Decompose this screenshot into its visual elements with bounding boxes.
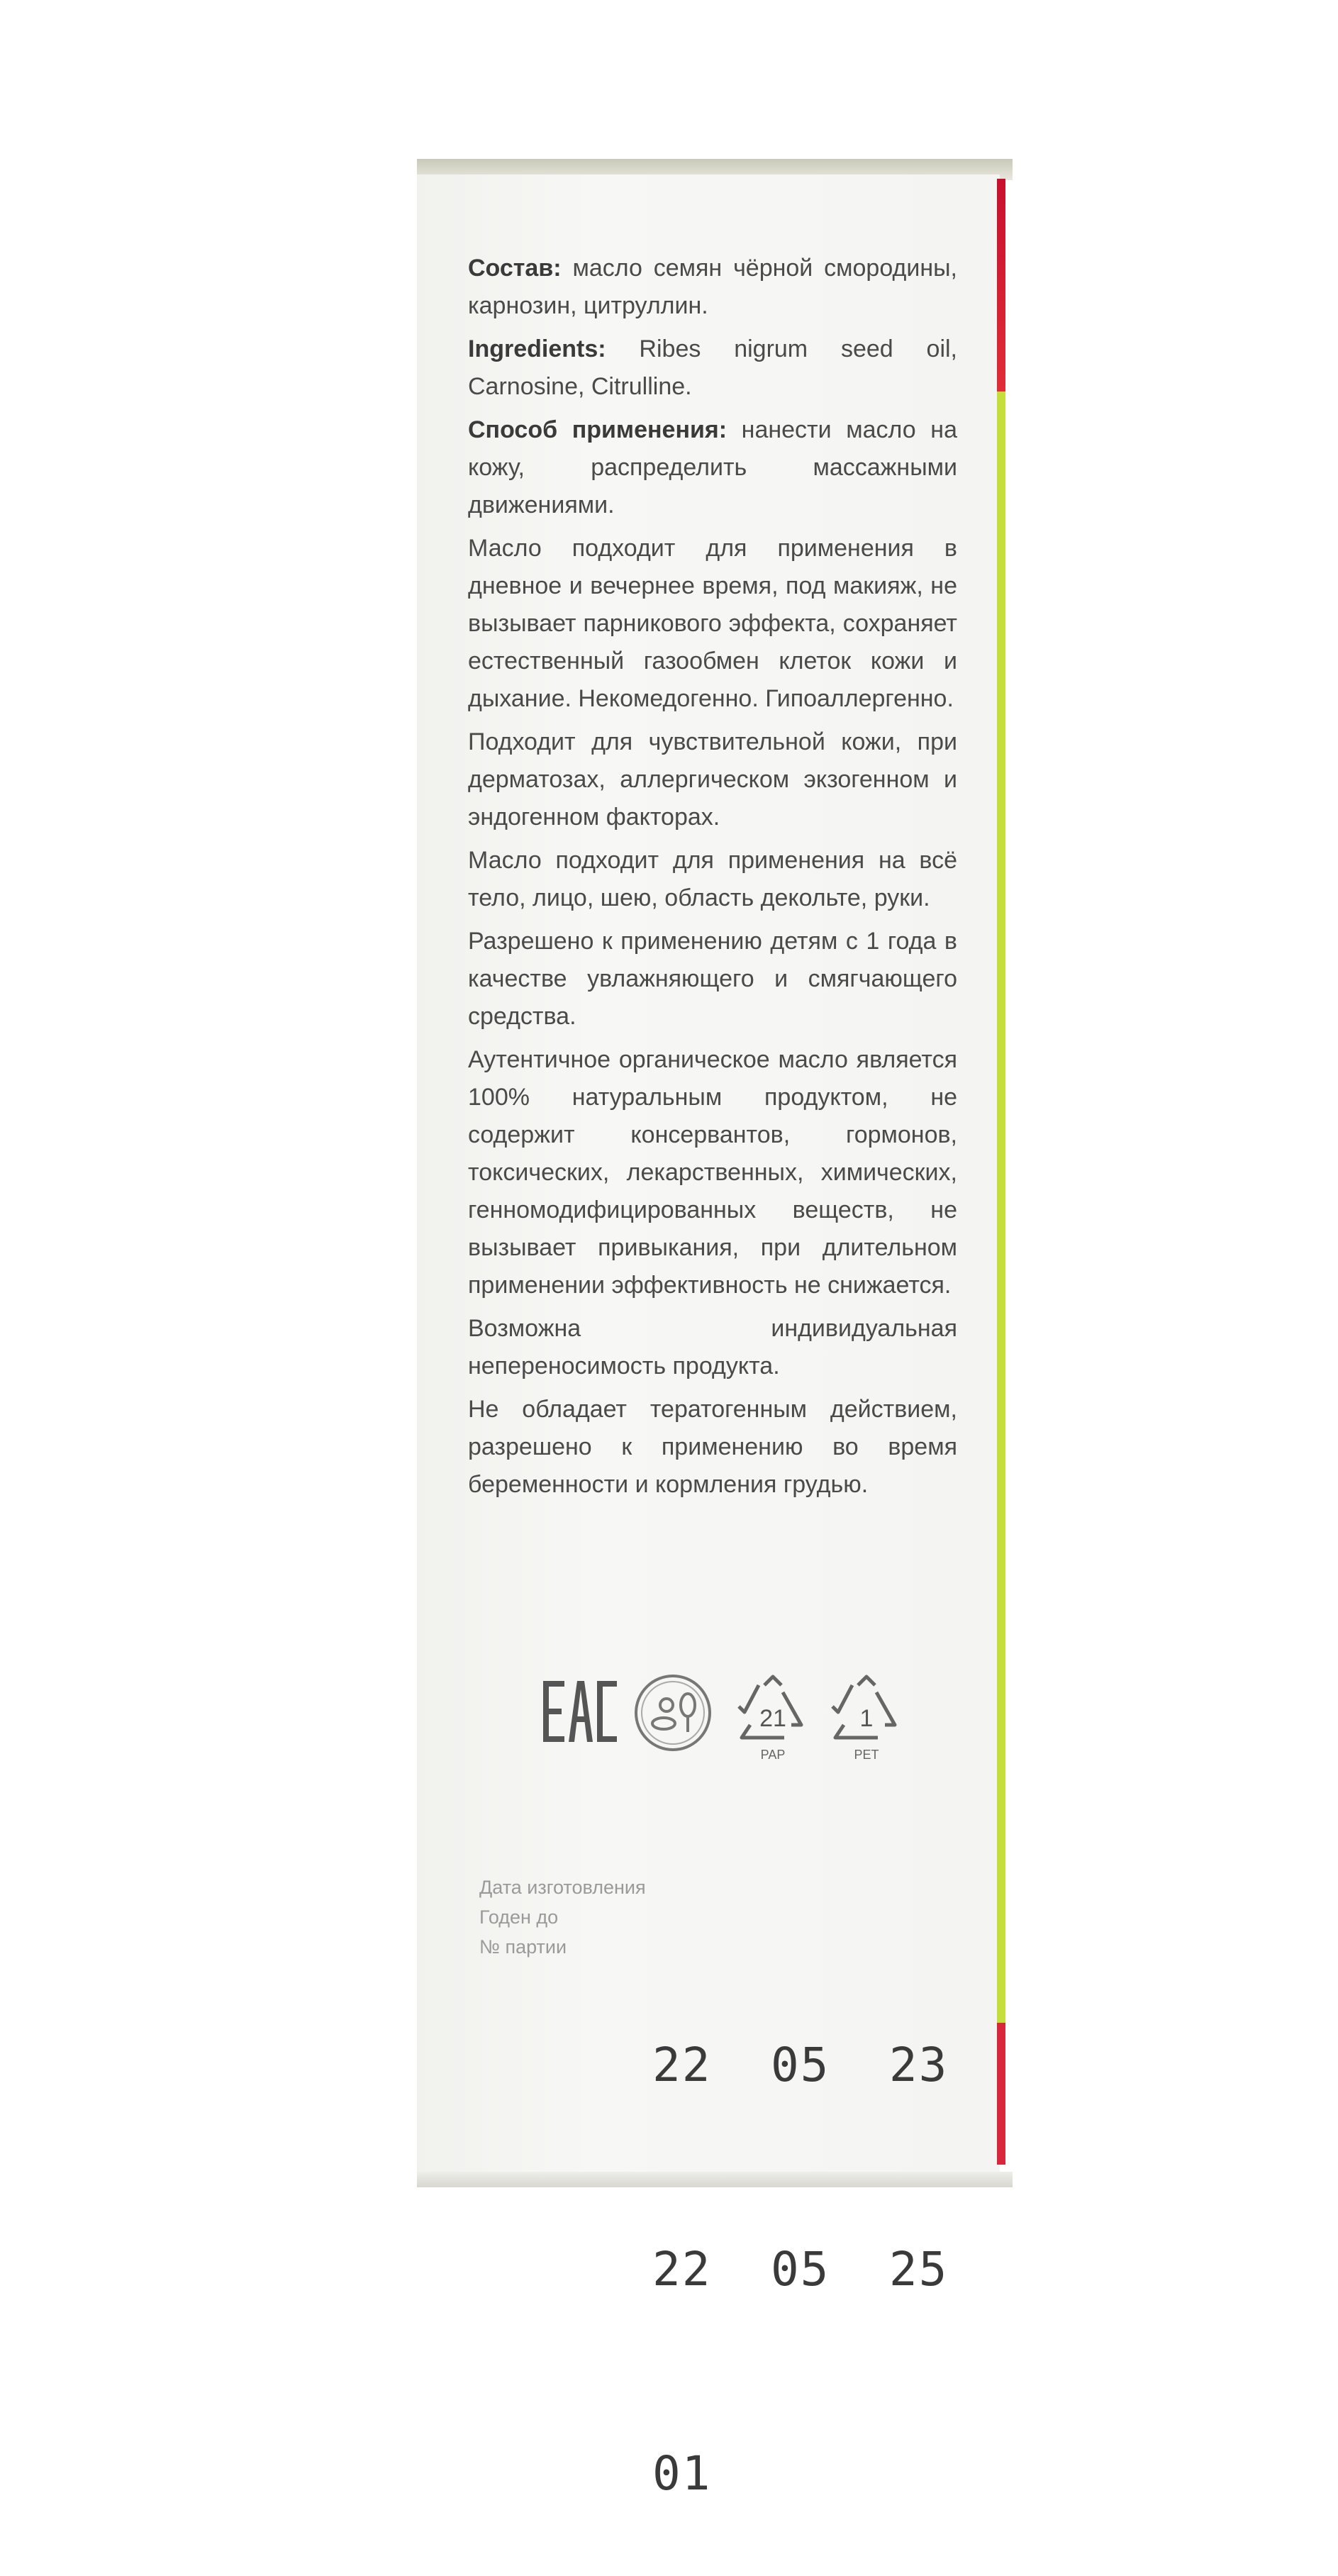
- paragraph-body: Масло подходит для применения на всё тело, лицо, шею, область декольте, руки.: [468, 847, 957, 911]
- manufactured-date: 22 05 23: [652, 2038, 949, 2092]
- svg-text:PAP: PAP: [760, 1748, 786, 1762]
- paragraph-organic: Аутентичное органическое масло является 100% натуральным продуктом, не содержит консервантов, гормонов, токсических, лекарственных, химических, генномодифицированных веществ, не вызывает привыкания, при длительном применении эффективность не снижается.: [468, 1046, 957, 1299]
- eac-icon: [540, 1672, 618, 1750]
- label-manufactured: Дата изготовления: [479, 1877, 646, 1898]
- svg-text:21: 21: [759, 1705, 786, 1732]
- paragraph-sensitive: Подходит для чувствительной кожи, при дерматозах, аллергическом экзогенном и эндогенном факторах.: [468, 728, 957, 831]
- cosmetic-jar-icon: [632, 1672, 713, 1753]
- paragraph-ingredients: Ingredients: Ribes nigrum seed oil, Carnosine, Citrulline.: [468, 335, 957, 400]
- box-edge-green: [997, 392, 1005, 2023]
- box-edge-red: [997, 179, 1005, 392]
- box-edge-red-bottom: [997, 2023, 1005, 2165]
- expiry-date: 22 05 25: [652, 2242, 949, 2297]
- paragraph-composition: Состав: масло семян чёрной смородины, карнозин, цитруллин.: [468, 255, 957, 319]
- label-batch: № партии: [479, 1936, 567, 1958]
- paragraph-intolerance: Возможна индивидуальная непереносимость продукта.: [468, 1315, 957, 1379]
- paragraph-pregnancy: Не обладает тератогенным действием, разрешено к применению во время беременности и кормления грудью.: [468, 1396, 957, 1498]
- paragraph-daytime: Масло подходит для применения в дневное и вечернее время, под макияж, не вызывает парникового эффекта, сохраняет естественный газообмен клеток кожи и дыхание. Некомедогенно. Гипоаллергенно.: [468, 535, 957, 712]
- certification-marks: [540, 1672, 909, 1765]
- recycle-pet-icon: [824, 1672, 909, 1765]
- recycle-pap-icon: [730, 1672, 815, 1765]
- composition-text: [468, 250, 957, 1509]
- date-labels: [479, 1872, 646, 1962]
- paragraph-usage: Способ применения: нанести масло на кожу, распределить массажными движениями.: [468, 416, 957, 518]
- paragraph-children: Разрешено к применению детям с 1 года в качестве увлажняющего и смягчающего средства.: [468, 928, 957, 1030]
- date-stamp: [652, 1895, 948, 2576]
- label-expires: Годен до: [479, 1906, 559, 1928]
- svg-text:PET: PET: [854, 1748, 879, 1762]
- batch-number: 01: [652, 2446, 712, 2501]
- svg-text:1: 1: [859, 1705, 874, 1732]
